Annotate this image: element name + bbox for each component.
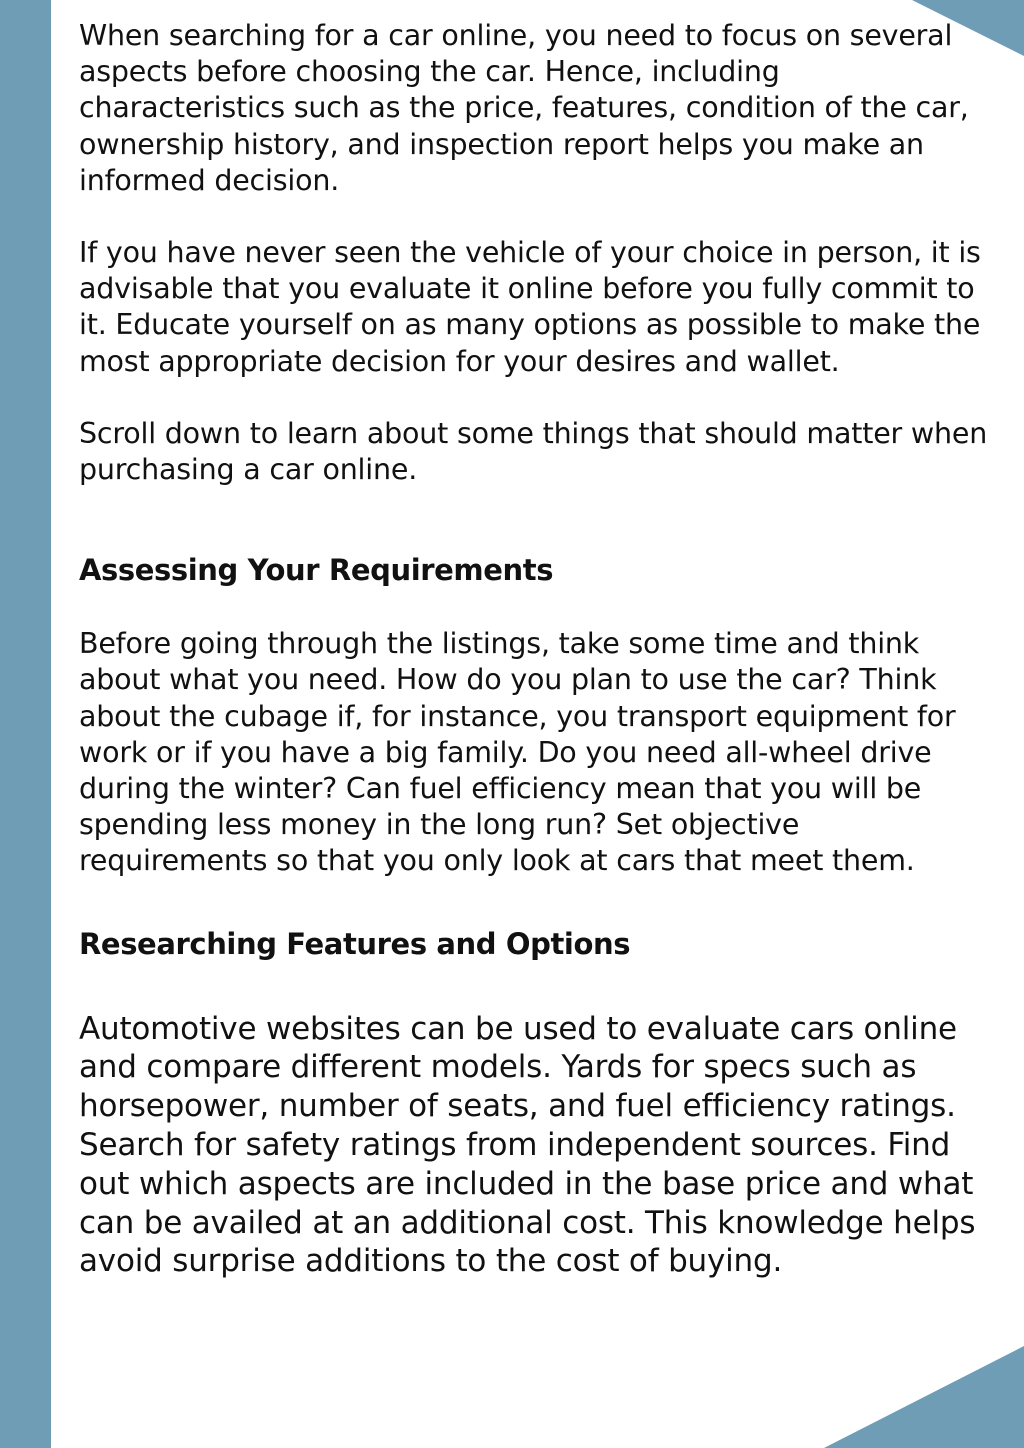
intro-paragraph-3: Scroll down to learn about some things that should matter when purchasing a car online. [79,416,988,487]
section-heading-requirements: Assessing Your Requirements [79,553,554,588]
section-body-features: Automotive websites can be used to evaluate cars online and compare different models. Yards for specs such as horsepower, number of seats, and fuel efficiency ratings. Search for safety ratings from independent sources. Find out which aspects are included in the base price and what can be availed at an additional cost. This knowledge helps avoid surprise additions to the cost of buying. [79,1010,976,1280]
intro-paragraph-2: If you have never seen the vehicle of your choice in person, it is advisable that you evaluate it online before you fully commit to it. Educate yourself on as many options as possible to make the most appropriate decision for your desires and wallet. [79,236,981,378]
bottom-right-corner-triangle [824,1346,1024,1448]
document-body [79,18,994,1281]
section-heading-features: Researching Features and Options [79,926,631,961]
intro-paragraph-1: When searching for a car online, you need to focus on several aspects before choosing the car. Hence, including characteristics such as the price, features, condition of the car, ownership history, and inspection report helps you make an informed decision. [79,19,969,197]
section-body-requirements: Before going through the listings, take some time and think about what you need. How do you plan to use the car? Think about the cubage if, for instance, you transport equipment for work or if you have a big family. Do you need all-wheel drive during the winter? Can fuel efficiency mean that you will be spending less money in the long run? Set objective requirements so that you only look at cars that meet them. [79,627,956,878]
left-accent-bar [0,0,51,1448]
